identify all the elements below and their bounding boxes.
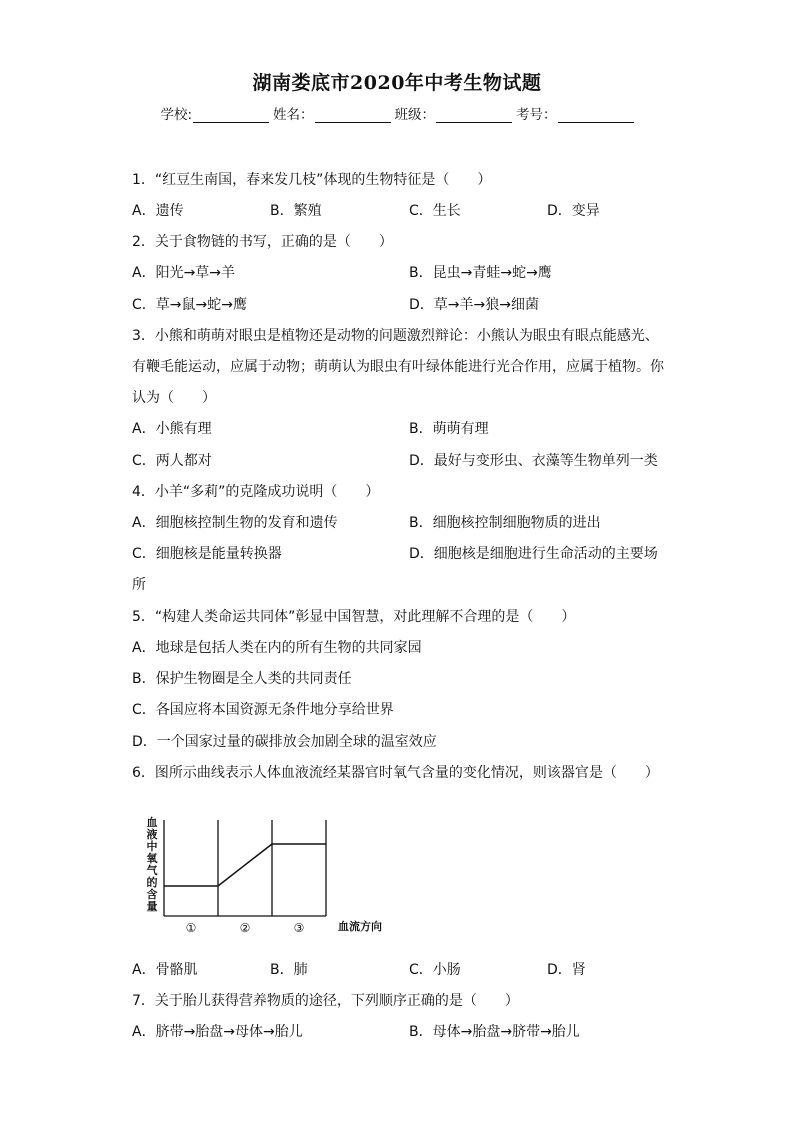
question-3-option-c[interactable]: C．两人都对 [132, 453, 212, 469]
question-1-option-d[interactable]: D．变异 [547, 203, 600, 219]
y-axis-label-char: 量 [146, 900, 158, 913]
y-axis-label-char: 含 [146, 888, 158, 901]
question-1-option-a[interactable]: A．遗传 [132, 203, 184, 219]
question-7-stem: 7．关于胎儿获得营养物质的途径，下列顺序正确的是（ ） [132, 993, 519, 1009]
question-5-option-a[interactable]: A．地球是包括人类在内的所有生物的共同家园 [132, 640, 422, 656]
question-6-option-a[interactable]: A．骨骼肌 [132, 962, 198, 978]
x-axis-label: 血流方向 [338, 920, 382, 933]
page-title: 湖南娄底市2020年中考生物试题 [252, 72, 542, 94]
question-6-option-b[interactable]: B．肺 [270, 962, 308, 978]
oxygen-chart-svg [140, 806, 400, 946]
name-field[interactable] [273, 103, 391, 123]
exam-number-field[interactable] [516, 103, 634, 123]
question-6-option-d[interactable]: D．肾 [547, 962, 586, 978]
y-axis-label-char: 中 [146, 840, 158, 853]
question-1-stem: 1．“红豆生南国，春来发几枝”体现的生物特征是（ ） [132, 172, 492, 188]
question-3-option-d[interactable]: D．最好与变形虫、衣藻等生物单列一类 [409, 453, 658, 469]
name-blank[interactable] [315, 108, 391, 123]
student-info-row [0, 103, 794, 123]
y-axis-label-char: 液 [146, 828, 158, 841]
class-field[interactable] [395, 103, 513, 123]
question-4-stem: 4．小羊“多莉”的克隆成功说明（ ） [132, 484, 380, 500]
question-4-option-d-wrap: 所 [132, 577, 146, 593]
category-label-3: ③ [293, 921, 305, 935]
school-label: 学校: [160, 107, 193, 123]
oxygen-content-chart [140, 806, 400, 946]
exam-number-label: 考号： [516, 107, 557, 123]
category-label-2: ② [239, 921, 251, 935]
question-4-option-d[interactable]: D．细胞核是细胞进行生命活动的主要场 [409, 546, 658, 562]
school-blank[interactable] [193, 108, 269, 123]
oxygen-level-line [164, 844, 326, 886]
class-blank[interactable] [436, 108, 512, 123]
question-6-option-c[interactable]: C．小肠 [409, 962, 461, 978]
category-label-1: ① [185, 921, 197, 935]
question-1-option-b[interactable]: B．繁殖 [270, 203, 322, 219]
question-3-stem-line-2: 有鞭毛能运动，应属于动物；萌萌认为眼虫有叶绿体能进行光合作用，应属于植物。你 [132, 359, 664, 375]
y-axis-label-char: 气 [146, 864, 158, 877]
question-7-option-b[interactable]: B．母体→胎盘→脐带→胎儿 [409, 1024, 580, 1040]
class-label: 班级： [394, 107, 436, 123]
question-7-option-a[interactable]: A．脐带→胎盘→母体→胎儿 [132, 1024, 303, 1040]
question-4-option-c[interactable]: C．细胞核是能量转换器 [132, 546, 282, 562]
question-4-option-b[interactable]: B．细胞核控制细胞物质的进出 [409, 515, 601, 531]
question-4-option-a[interactable]: A．细胞核控制生物的发育和遗传 [132, 515, 338, 531]
question-3-option-a[interactable]: A．小熊有理 [132, 421, 212, 437]
question-5-option-c[interactable]: C．各国应将本国资源无条件地分享给世界 [132, 702, 394, 718]
question-3-stem-line-3: 认为（ ） [132, 390, 216, 406]
name-label: 姓名： [273, 107, 314, 123]
y-axis-label-char: 血 [146, 816, 158, 829]
question-5-option-b[interactable]: B．保护生物圈是全人类的共同责任 [132, 671, 352, 687]
question-2-option-c[interactable]: C．草→鼠→蛇→鹰 [132, 297, 247, 313]
question-5-stem: 5．“构建人类命运共同体”彰显中国智慧，对此理解不合理的是（ ） [132, 609, 576, 625]
exam-number-blank[interactable] [558, 108, 634, 123]
school-field[interactable] [160, 103, 269, 123]
question-3-stem-line-1: 3．小熊和萌萌对眼虫是植物还是动物的问题激烈辩论：小熊认为眼虫有眼点能感光、 [132, 328, 659, 344]
y-axis-label-char: 的 [146, 876, 158, 889]
question-2-option-a[interactable]: A．阳光→草→羊 [132, 265, 236, 281]
question-3-option-b[interactable]: B．萌萌有理 [409, 421, 489, 437]
question-1-option-c[interactable]: C．生长 [409, 203, 461, 219]
question-6-stem: 6．图所示曲线表示人体血液流经某器官时氧气含量的变化情况，则该器官是（ ） [132, 765, 659, 781]
y-axis-label-char: 氧 [146, 852, 158, 865]
question-2-stem: 2．关于食物链的书写，正确的是（ ） [132, 234, 393, 250]
question-2-option-b[interactable]: B．昆虫→青蛙→蛇→鹰 [409, 265, 552, 281]
question-2-option-d[interactable]: D．草→羊→狼→细菌 [409, 297, 539, 313]
question-5-option-d[interactable]: D．一个国家过量的碳排放会加剧全球的温室效应 [132, 734, 437, 750]
